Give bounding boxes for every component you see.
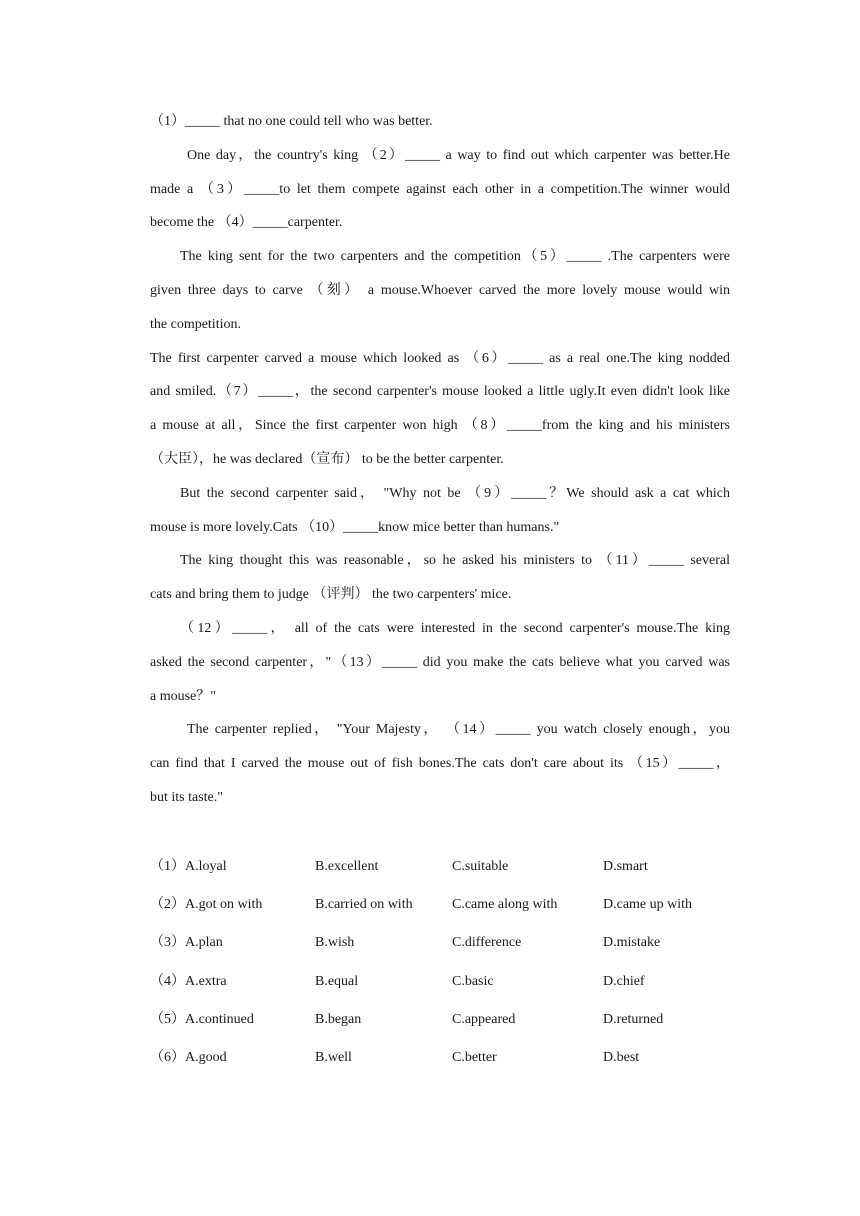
option-a: （4）A.extra <box>150 973 227 989</box>
passage-line: but its taste." <box>150 789 223 805</box>
passage-line: The king sent for the two carpenters and the competition（5）_____ .The carpenters were <box>180 249 730 265</box>
option-a: （6）A.good <box>150 1049 227 1065</box>
option-c: C.suitable <box>452 859 509 874</box>
option-row-1 <box>150 853 750 891</box>
option-b: B.began <box>315 1011 362 1027</box>
passage-line: become the （4）_____carpenter. <box>150 215 343 231</box>
option-c: C.appeared <box>452 1011 516 1027</box>
option-d: D.came up with <box>603 897 693 913</box>
option-d: D.smart <box>603 859 648 874</box>
passage-line: But the second carpenter said， "Why not be （9）_____？We should ask a cat which <box>180 485 730 501</box>
option-a: （5）A.continued <box>150 1011 254 1027</box>
option-d: D.chief <box>603 973 645 989</box>
option-b: B.wish <box>315 935 355 951</box>
passage-line: （12）_____， all of the cats were interested in the second carpenter's mouse.The king <box>180 620 730 636</box>
option-d: D.mistake <box>603 935 661 951</box>
passage-line: a mouse at all，Since the first carpenter won high （8）_____from the king and his ministers <box>150 418 730 434</box>
passage-line: can find that I carved the mouse out of fish bones.The cats don't care about its （15）_____， <box>150 756 730 772</box>
option-a: （3）A.plan <box>150 935 223 951</box>
passage-line: given three days to carve （刻） a mouse.Whoever carved the more lovely mouse would win <box>150 282 730 298</box>
option-a: （2）A.got on with <box>150 897 263 913</box>
option-b: B.equal <box>315 973 359 989</box>
passage-line: The king thought this was reasonable，so he asked his ministers to （11）_____ several <box>180 553 730 569</box>
passage-line: the competition. <box>150 316 241 332</box>
passage-line: mouse is more lovely.Cats （10）_____know mice better than humans." <box>150 519 560 535</box>
option-b: B.carried on with <box>315 897 413 913</box>
passage-line: asked the second carpenter，"（13）_____ did you make the cats believe what you carved was <box>150 654 730 670</box>
option-d: D.best <box>603 1049 640 1065</box>
option-row-3 <box>150 929 750 967</box>
option-d: D.returned <box>603 1011 664 1027</box>
option-c: C.difference <box>452 935 522 951</box>
passage-line: a mouse？" <box>150 688 216 704</box>
passage-line: （1）_____ that no one could tell who was better. <box>150 114 433 129</box>
option-c: C.better <box>452 1049 497 1065</box>
passage-line: The carpenter replied， "Your Majesty， （14）_____ you watch closely enough，you <box>187 722 730 738</box>
option-b: B.excellent <box>315 859 379 874</box>
passage-line: cats and bring them to judge （评判） the two carpenters' mice. <box>150 587 512 603</box>
option-b: B.well <box>315 1049 352 1065</box>
cloze-passage <box>150 108 730 818</box>
passage-line: and smiled.（7）_____，the second carpenter's mouse looked a little ugly.It even didn't look like <box>150 384 730 400</box>
passage-line: One day，the country's king （2）_____ a way to find out which carpenter was better.He <box>187 147 730 163</box>
option-row-4 <box>150 968 750 1006</box>
option-a: （1）A.loyal <box>150 859 227 874</box>
option-row-2 <box>150 891 750 929</box>
passage-line: （大臣），he was declared（宣布） to be the better carpenter. <box>150 451 504 467</box>
option-row-5 <box>150 1006 750 1044</box>
passage-line: made a （3）_____to let them compete against each other in a competition.The winner would <box>150 181 730 197</box>
option-c: C.came along with <box>452 897 558 913</box>
option-row-6 <box>150 1044 750 1082</box>
passage-line: The first carpenter carved a mouse which looked as （6）_____ as a real one.The king nodded <box>150 350 730 366</box>
answer-options <box>150 853 750 1082</box>
option-c: C.basic <box>452 973 494 989</box>
